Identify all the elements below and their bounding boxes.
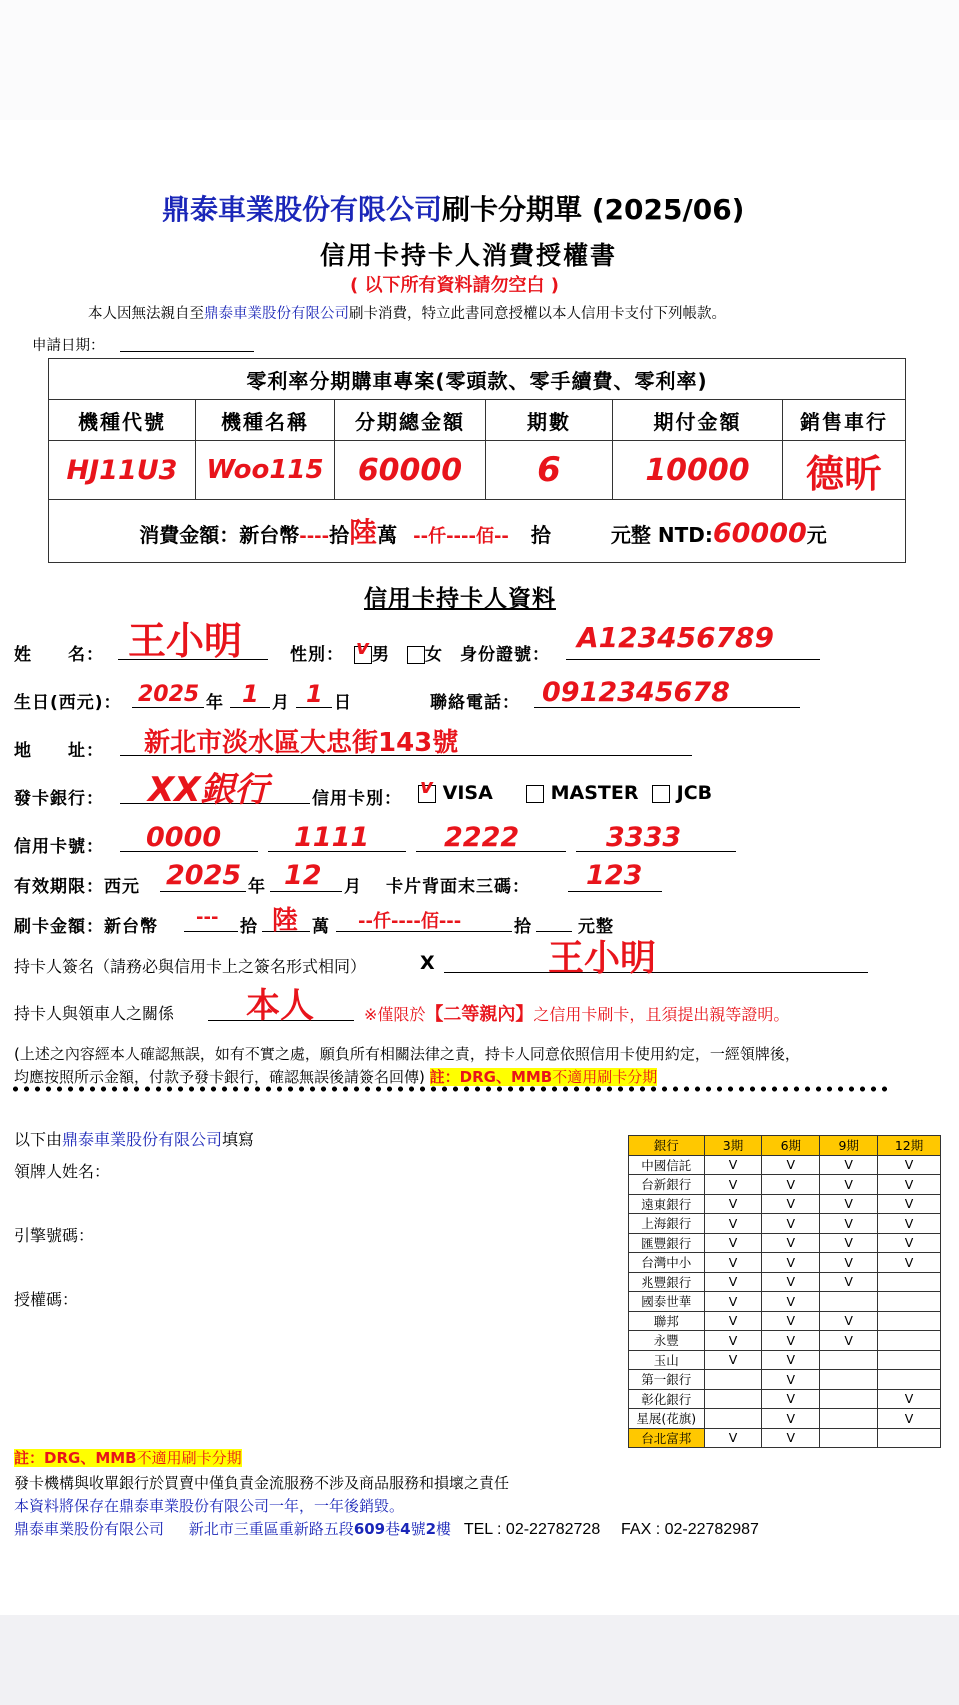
plan-value-cell[interactable]: 10000	[613, 441, 783, 500]
installment-cell	[820, 1428, 878, 1448]
charge-yuan-unit: 元整	[578, 917, 614, 937]
engine-number-label: 引擎號碼：	[14, 1226, 95, 1245]
bank-table-row	[629, 1233, 941, 1253]
card-number-group-4: 3333	[606, 822, 682, 853]
card-number-group-1: 0000	[146, 822, 222, 853]
expiry-month-unit: 月	[344, 877, 362, 897]
card-number-label: 信用卡號：	[14, 837, 104, 857]
installment-cell: V	[704, 1253, 762, 1273]
plan-header-cell: 機種名稱	[196, 400, 335, 441]
installment-cell: V	[820, 1331, 878, 1351]
bank-table-row	[629, 1331, 941, 1351]
cvv-field[interactable]	[568, 891, 662, 892]
card-type-label: 信用卡別：	[312, 789, 402, 809]
phone-value: 0912345678	[542, 677, 730, 708]
address-value: 新北市淡水區大忠街143號	[144, 728, 459, 758]
installment-cell: V	[820, 1214, 878, 1234]
installment-cell: V	[762, 1292, 820, 1312]
birth-year-unit: 年	[206, 693, 224, 713]
signature-x: X	[420, 952, 435, 974]
installment-cell: V	[762, 1428, 820, 1448]
bank-name-cell: 星展(花旗)	[629, 1409, 705, 1429]
bank-table-row	[629, 1389, 941, 1409]
relation-value: 本人	[246, 986, 314, 1026]
cvv-label: 卡片背面末三碼：	[386, 877, 530, 897]
plan-value-cell[interactable]: 6	[486, 441, 613, 500]
expiry-year-field[interactable]	[160, 891, 246, 892]
bank-installment-table	[628, 1135, 941, 1448]
bank-name-cell: 台北富邦	[629, 1428, 705, 1448]
installment-cell: V	[820, 1155, 878, 1175]
installment-cell: V	[878, 1175, 941, 1195]
installment-cell: V	[762, 1311, 820, 1331]
bank-table-row	[629, 1409, 941, 1429]
installment-cell: V	[704, 1350, 762, 1370]
plan-value-cell[interactable]: 德昕	[783, 441, 906, 500]
bank-value: XX銀行	[148, 770, 269, 810]
birth-month-value: 1	[242, 680, 259, 708]
top-margin	[0, 0, 959, 120]
bank-name-cell: 國泰世華	[629, 1292, 705, 1312]
footer-contact: 鼎泰車業股份有限公司 新北市三重區重新路五段609巷4號2樓 TEL : 02-22782728 FAX : 02-22782987	[14, 1520, 759, 1538]
jcb-checkbox[interactable]	[652, 785, 670, 803]
charge-dash-1: ---	[196, 907, 219, 928]
master-checkbox[interactable]	[526, 785, 544, 803]
bank-name-cell: 玉山	[629, 1350, 705, 1370]
charge-dash-2: --仟----佰---	[358, 911, 462, 932]
installment-cell	[878, 1428, 941, 1448]
phone-label: 聯絡電話：	[430, 693, 520, 713]
relation-note: ※僅限於【二等親內】之信用卡刷卡，且須提出親等證明。	[364, 1004, 790, 1025]
installment-cell	[878, 1311, 941, 1331]
installment-cell: V	[762, 1175, 820, 1195]
bank-name-cell: 匯豐銀行	[629, 1233, 705, 1253]
installment-cell	[878, 1331, 941, 1351]
male-checkbox[interactable]: v	[354, 646, 372, 664]
bank-table-row	[629, 1214, 941, 1234]
installment-cell: V	[878, 1214, 941, 1234]
visa-option[interactable]: v VISA	[420, 773, 493, 804]
disclaimer-line-2: 均應按照所示金額，付款予發卡銀行，確認無誤後請簽名回傳) 註：DRG、MMB不適用刷卡分期	[14, 1068, 658, 1086]
card-number-group-2: 1111	[294, 822, 370, 853]
bank-table-row	[629, 1272, 941, 1292]
expiry-year-value: 2025	[166, 860, 242, 891]
plan-table	[48, 358, 906, 563]
charge-wan-unit: 萬	[312, 917, 330, 937]
id-field[interactable]	[566, 659, 820, 660]
disclaimer-line-1: (上述之內容經本人確認無誤，如有不實之處，願負所有相關法律之責，持卡人同意依照信用卡使用約定，一經領牌後，	[14, 1045, 800, 1063]
bank-table-row	[629, 1370, 941, 1390]
plan-value-cell[interactable]: 60000	[335, 441, 486, 500]
gender-male-option[interactable]: v 男	[356, 635, 389, 665]
charge-wan-value: 陸	[272, 906, 299, 936]
authorization-code-label: 授權碼：	[14, 1290, 79, 1309]
installment-cell	[878, 1292, 941, 1312]
plan-header-cell: 期數	[486, 400, 613, 441]
visa-checkbox[interactable]: v	[418, 785, 436, 803]
installment-cell: V	[878, 1194, 941, 1214]
address-label: 地 址：	[14, 741, 104, 761]
gender-label: 性別：	[290, 645, 344, 665]
bank-name-cell: 聯邦	[629, 1311, 705, 1331]
apply-date-field[interactable]	[120, 351, 254, 352]
signature-value: 王小明	[548, 938, 657, 979]
bank-name-cell: 上海銀行	[629, 1214, 705, 1234]
bank-table-header	[629, 1136, 941, 1156]
birth-month-unit: 月	[272, 693, 290, 713]
plan-value-cell[interactable]: HJ11U3	[49, 441, 196, 500]
female-checkbox[interactable]	[407, 646, 425, 664]
bank-table-header-cell: 銀行	[629, 1136, 705, 1156]
installment-cell: V	[820, 1311, 878, 1331]
footer-line-2: 本資料將保存在鼎泰車業股份有限公司一年，一年後銷毀。	[14, 1497, 405, 1515]
signature-label: 持卡人簽名（請務必與信用卡上之簽名形式相同）	[14, 957, 367, 976]
installment-cell: V	[820, 1253, 878, 1273]
bank-name-cell: 永豐	[629, 1331, 705, 1351]
installment-cell: V	[762, 1370, 820, 1390]
installment-cell: V	[762, 1233, 820, 1253]
gender-female-option[interactable]: 女	[407, 640, 442, 665]
installment-cell	[820, 1370, 878, 1390]
installment-cell	[878, 1370, 941, 1390]
installment-cell: V	[820, 1272, 878, 1292]
birth-label: 生日(西元)：	[14, 693, 122, 713]
installment-cell: V	[820, 1194, 878, 1214]
plan-header-cell: 機種代號	[49, 400, 196, 441]
bank-table-row	[629, 1350, 941, 1370]
installment-cell: V	[704, 1428, 762, 1448]
bank-name-cell: 中國信託	[629, 1155, 705, 1175]
bank-name-cell: 台新銀行	[629, 1175, 705, 1195]
installment-cell: V	[704, 1175, 762, 1195]
installment-cell	[704, 1389, 762, 1409]
plan-table-title: 零利率分期購車專案(零頭款、零手續費、零利率)	[49, 359, 906, 400]
charge-shi-unit-2: 拾	[514, 917, 532, 937]
installment-cell: V	[704, 1311, 762, 1331]
name-value: 王小明	[128, 619, 243, 663]
plan-value-cell[interactable]: Woo115	[196, 441, 335, 500]
installment-cell	[704, 1370, 762, 1390]
plan-header-cell: 分期總金額	[335, 400, 486, 441]
disclaimer-note: 註：DRG、MMB不適用刷卡分期	[429, 1068, 658, 1086]
bank-table-row	[629, 1194, 941, 1214]
installment-cell: V	[704, 1214, 762, 1234]
bank-name-cell: 兆豐銀行	[629, 1272, 705, 1292]
expiry-month-field[interactable]	[270, 891, 342, 892]
installment-cell: V	[762, 1194, 820, 1214]
bank-table-header-cell: 3期	[704, 1136, 762, 1156]
bottom-margin	[0, 1615, 959, 1705]
installment-cell: V	[762, 1389, 820, 1409]
id-value: A123456789	[577, 621, 775, 654]
installment-cell: V	[762, 1253, 820, 1273]
installment-cell: V	[704, 1272, 762, 1292]
installment-cell: V	[820, 1233, 878, 1253]
charge-shi-unit: 拾	[240, 917, 258, 937]
bank-table-row	[629, 1311, 941, 1331]
bank-table-header-cell: 12期	[878, 1136, 941, 1156]
bank-name-cell: 彰化銀行	[629, 1389, 705, 1409]
apply-date-label: 申請日期：	[32, 338, 105, 354]
document-title	[162, 188, 744, 228]
installment-cell: V	[878, 1389, 941, 1409]
installment-cell: V	[878, 1155, 941, 1175]
bank-table-row	[629, 1155, 941, 1175]
installment-cell: V	[820, 1175, 878, 1195]
installment-cell	[820, 1292, 878, 1312]
installment-cell: V	[878, 1233, 941, 1253]
installment-cell	[820, 1350, 878, 1370]
installment-cell: V	[762, 1272, 820, 1292]
footer-line-1: 發卡機構與收單銀行於買賣中僅負責金流服務不涉及商品服務和損壞之責任	[14, 1474, 510, 1492]
bank-table-row	[629, 1175, 941, 1195]
internal-fill-heading: 以下由鼎泰車業股份有限公司填寫	[14, 1130, 255, 1149]
bank-name-cell: 遠東銀行	[629, 1194, 705, 1214]
installment-cell: V	[704, 1155, 762, 1175]
expiry-month-value: 12	[284, 860, 322, 891]
charge-shi-wan-field[interactable]	[184, 931, 238, 932]
cardholder-section-title: 信用卡持卡人資料	[364, 586, 556, 612]
sum-amount-row: 消費金額：新台幣----拾陸萬 --仟----佰-- 拾 元整 NTD:60000元	[49, 500, 906, 563]
birth-day-value: 1	[306, 680, 323, 708]
installment-cell: V	[704, 1331, 762, 1351]
installment-cell: V	[704, 1233, 762, 1253]
form-subtitle: 信用卡持卡人消費授權書	[320, 241, 618, 270]
bank-table-row	[629, 1253, 941, 1273]
bank-name-cell: 第一銀行	[629, 1370, 705, 1390]
bank-table-header-cell: 6期	[762, 1136, 820, 1156]
installment-cell: V	[704, 1292, 762, 1312]
bank-label: 發卡銀行：	[14, 789, 104, 809]
bank-table-header-cell: 9期	[820, 1136, 878, 1156]
installment-cell: V	[762, 1214, 820, 1234]
installment-cell	[820, 1409, 878, 1429]
cvv-value: 123	[586, 860, 643, 891]
bank-table-row	[629, 1292, 941, 1312]
company-name: 鼎泰車業股份有限公司	[162, 193, 443, 226]
expiry-year-unit: 年	[248, 877, 266, 897]
installment-cell: V	[762, 1331, 820, 1351]
installment-cell: V	[878, 1253, 941, 1273]
installment-cell	[820, 1389, 878, 1409]
footer-note: 註：DRG、MMB不適用刷卡分期	[14, 1449, 242, 1467]
bank-name-cell: 台灣中小	[629, 1253, 705, 1273]
name-label: 姓 名：	[14, 645, 104, 665]
installment-cell	[878, 1272, 941, 1292]
id-label: 身份證號：	[460, 645, 550, 665]
installment-cell: V	[878, 1409, 941, 1429]
card-number-group-3: 2222	[444, 822, 520, 853]
dotted-separator	[10, 1086, 890, 1092]
form-title: 刷卡分期單 (2025/06)	[442, 193, 745, 226]
intro-text: 本人因無法親自至鼎泰車業股份有限公司刷卡消費，特立此書同意授權以本人信用卡支付下列帳款。	[88, 306, 726, 322]
installment-cell	[704, 1409, 762, 1429]
birth-day-unit: 日	[334, 693, 352, 713]
installment-cell: V	[762, 1350, 820, 1370]
installment-cell: V	[762, 1155, 820, 1175]
master-option[interactable]: MASTER	[526, 782, 639, 804]
installment-cell: V	[762, 1409, 820, 1429]
bank-table-row	[629, 1428, 941, 1448]
expiry-label: 有效期限：西元	[14, 877, 140, 897]
plan-header-cell: 銷售車行	[783, 400, 906, 441]
birth-year-value: 2025	[138, 682, 200, 707]
relation-label: 持卡人與領車人之關係	[14, 1004, 175, 1023]
installment-cell	[878, 1350, 941, 1370]
jcb-option[interactable]: JCB	[652, 782, 712, 804]
plan-header-cell: 期付金額	[613, 400, 783, 441]
no-blank-notice: ( 以下所有資料請勿空白 )	[350, 275, 559, 296]
plate-holder-label: 領牌人姓名：	[14, 1162, 111, 1181]
charge-amount-label: 刷卡金額：新台幣	[14, 917, 158, 937]
birth-year-field[interactable]	[132, 707, 204, 708]
installment-cell: V	[704, 1194, 762, 1214]
